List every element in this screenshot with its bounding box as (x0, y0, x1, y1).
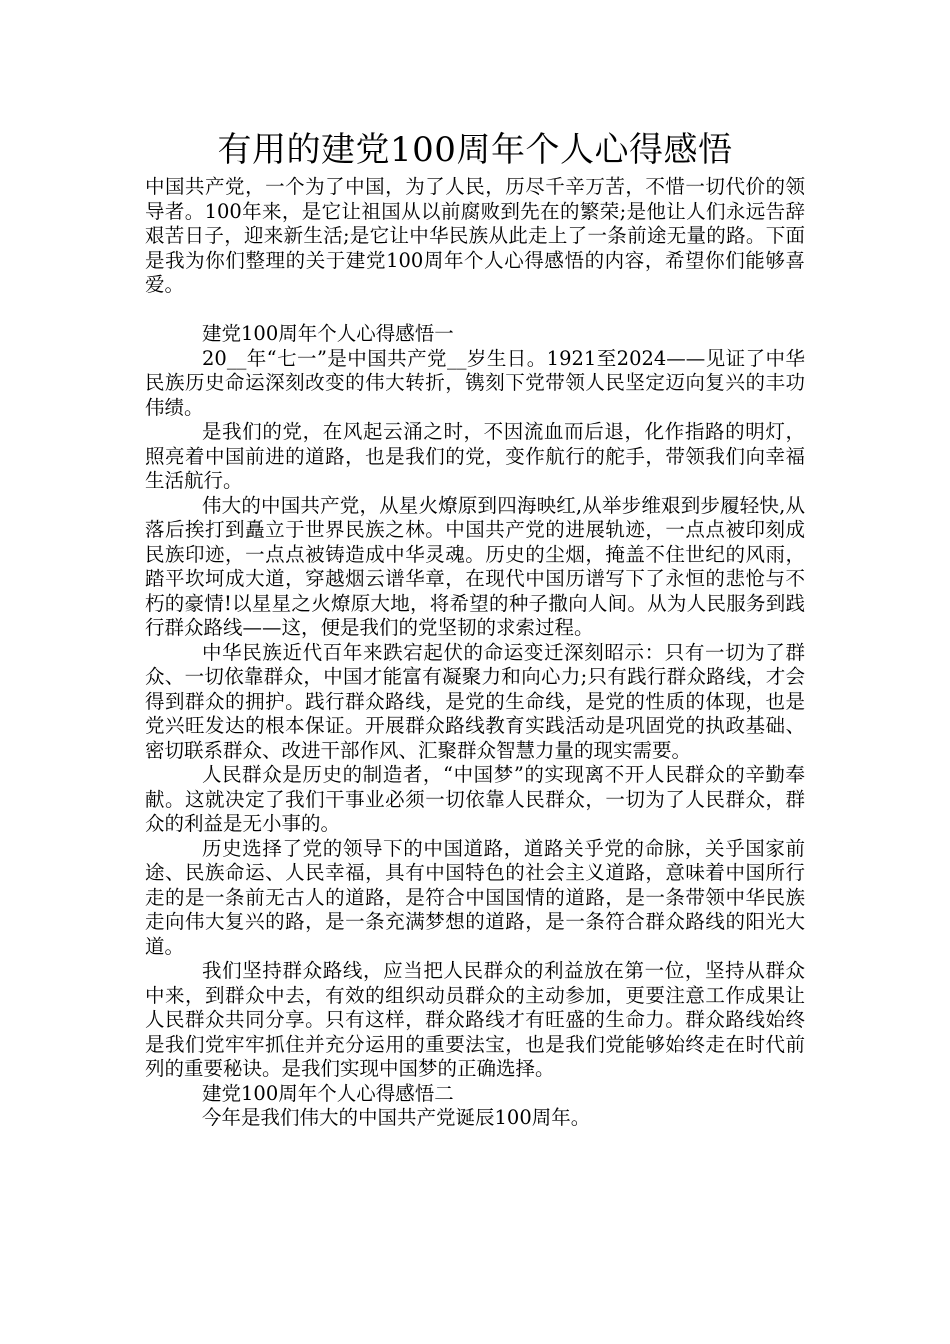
paragraph: 我们坚持群众路线，应当把人民群众的利益放在第一位，坚持从群众中来，到群众中去，有效的组织动员群众的主动参加，更要注意工作成果让人民群众共同分享。只有这样，群众路线才有旺盛的生命力。群众路线始终是我们党牢牢抓住并充分运用的重要法宝，也是我们党能够始终走在时代前列的重要秘诀。是我们实现中国梦的正确选择。 (145, 959, 805, 1080)
document-body (145, 175, 805, 1131)
paragraph: 历史选择了党的领导下的中国道路，道路关乎党的命脉，关乎国家前途、民族命运、人民幸福，具有中国特色的社会主义道路，意味着中国所行走的是一条前无古人的道路，是符合中国国情的道路，是一条带领中华民族走向伟大复兴的路，是一条充满梦想的道路，是一条符合群众路线的阳光大道。 (145, 836, 805, 958)
intro-paragraph: 中国共产党，一个为了中国，为了人民，历尽千辛万苦，不惜一切代价的领导者。100年来，是它让祖国从以前腐败到先在的繁荣;是他让人们永远告辞艰苦日子，迎来新生活;是它让中华民族从此走上了一条前途无量的路。下面是我为你们整理的关于建党100周年个人心得感悟的内容，希望你们能够喜爱。 (145, 175, 805, 296)
document-title: 有用的建党100周年个人心得感悟 (217, 130, 733, 170)
paragraph: 伟大的中国共产党，从星火燎原到四海映红,从举步维艰到步履轻快,从落后挨打到矗立于世界民族之林。中国共产党的进展轨迹，一点点被印刻成民族印迹，一点点被铸造成中华灵魂。历史的尘烟，掩盖不住世纪的风雨，踏平坎坷成大道，穿越烟云谱华章，在现代中国历谱写下了永恒的悲怆与不朽的豪情!以星星之火燎原大地，将希望的种子撒向人间。从为人民服务到践行群众路线——这，便是我们的党坚韧的求索过程。 (145, 493, 805, 639)
paragraph: 人民群众是历史的制造者，“中国梦”的实现离不开人民群众的辛勤奉献。这就决定了我们干事业必须一切依靠人民群众，一切为了人民群众，群众的利益是无小事的。 (145, 763, 805, 835)
paragraph: 20__年“七一”是中国共产党__岁生日。1921至2024——见证了中华民族历史命运深刻改变的伟大转折，镌刻下党带领人民坚定迈向复兴的丰功伟绩。 (145, 346, 805, 419)
section-heading-2: 建党100周年个人心得感悟二 (202, 1081, 454, 1105)
paragraph: 今年是我们伟大的中国共产党诞辰100周年。 (202, 1106, 591, 1129)
paragraph: 是我们的党，在风起云涌之时，不因流血而后退，化作指路的明灯，照亮着中国前进的道路，也是我们的党，变作航行的舵手，带领我们向幸福生活航行。 (145, 420, 805, 492)
paragraph: 中华民族近代百年来跌宕起伏的命运变迁深刻昭示：只有一切为了群众、一切依靠群众，中国才能富有凝聚力和向心力;只有践行群众路线，才会得到群众的拥护。践行群众路线，是党的生命线，是党的性质的体现，也是党兴旺发达的根本保证。开展群众路线教育实践活动是巩固党的执政基础、密切联系群众、改进干部作风、汇聚群众智慧力量的现实需要。 (145, 640, 805, 762)
section-heading-1: 建党100周年个人心得感悟一 (202, 322, 454, 345)
